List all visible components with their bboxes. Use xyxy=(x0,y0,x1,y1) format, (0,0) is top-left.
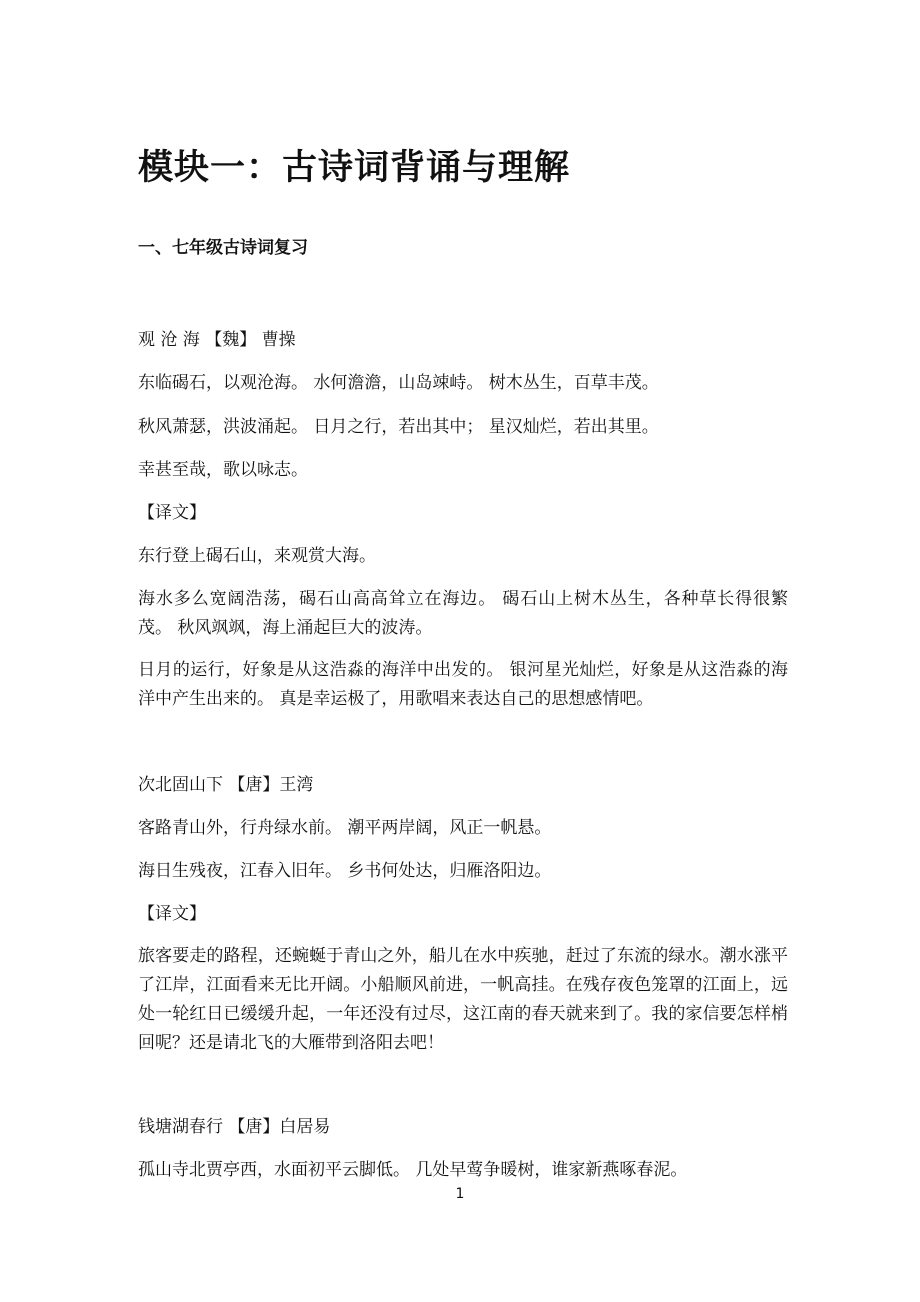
translation-paragraph: 日月的运行，好象是从这浩淼的海洋中出发的。 银河星光灿烂，好象是从这浩淼的海洋中产生出来的。 真是幸运极了，用歌唱来表达自己的思想感情吧。 xyxy=(138,660,788,709)
section-heading: 一、七年级古诗词复习 xyxy=(138,238,308,258)
translation-paragraph: 旅客要走的路程，还蜿蜒于青山之外，船儿在水中疾驰，赶过了东流的绿水。潮水涨平了江岸，江面看来无比开阔。小船顺风前进，一帆高挂。在残存夜色笼罩的江面上，远处一轮红日已缓缓升起，一年还没有过尽，这江南的春天就来到了。我的家信要怎样梢回呢？还是请北飞的大雁带到洛阳去吧！ xyxy=(138,946,788,1053)
poem-line: 幸甚至哉，歌以咏志。 xyxy=(138,460,308,480)
page-number: 1 xyxy=(455,1186,465,1202)
translation-label: 【译文】 xyxy=(138,904,206,924)
poem-line: 客路青山外，行舟绿水前。 潮平两岸阔，风正一帆悬。 xyxy=(138,818,552,838)
page-title: 模块一：古诗词背诵与理解 xyxy=(138,148,571,188)
translation-paragraph: 海水多么宽阔浩荡，碣石山高高耸立在海边。 碣石山上树木丛生，各种草长得很繁茂。 秋风飒飒，海上涌起巨大的波涛。 xyxy=(138,589,788,638)
poem-heading: 钱塘湖春行 【唐】白居易 xyxy=(138,1117,331,1137)
poem-line: 孤山寺北贾亭西，水面初平云脚低。 几处早莺争暖树，谁家新燕啄春泥。 xyxy=(138,1160,688,1180)
poem-line: 海日生残夜，江春入旧年。 乡书何处达，归雁洛阳边。 xyxy=(138,861,552,881)
poem-line: 秋风萧瑟，洪波涌起。 日月之行，若出其中； 星汉灿烂，若出其里。 xyxy=(138,417,659,437)
poem-heading: 次北固山下 【唐】王湾 xyxy=(138,775,314,795)
poem-heading: 观 沧 海 【魏】 曹操 xyxy=(138,330,296,350)
poem-line: 东临碣石，以观沧海。 水何澹澹，山岛竦峙。 树木丛生，百草丰茂。 xyxy=(138,373,659,393)
translation-paragraph: 东行登上碣石山，来观赏大海。 xyxy=(138,546,376,566)
translation-label: 【译文】 xyxy=(138,503,206,523)
